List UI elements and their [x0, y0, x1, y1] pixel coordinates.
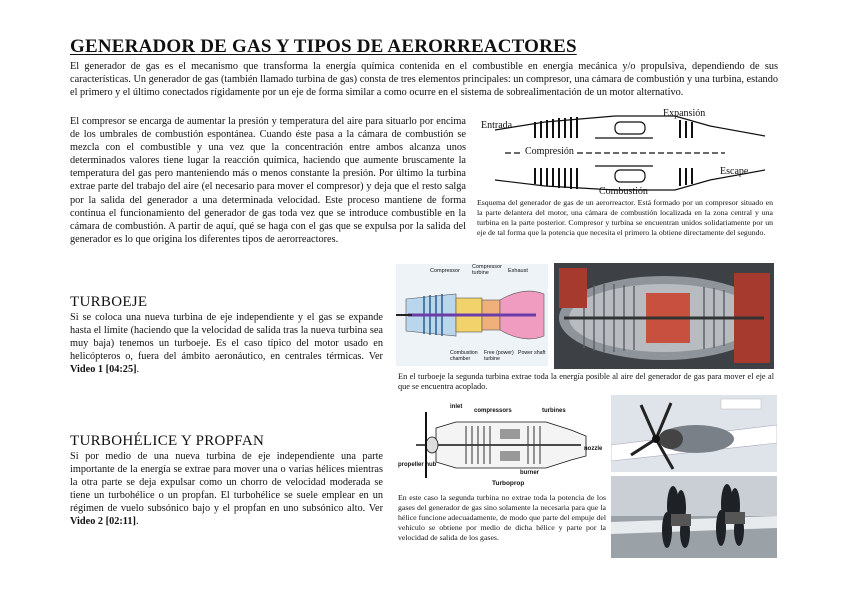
label-expansion: Expansión	[663, 108, 706, 119]
video-1-link[interactable]: Video 1 [04:25]	[70, 364, 137, 376]
turboshaft-engine-photo	[554, 263, 774, 369]
label-compresion: Compresión	[525, 146, 574, 157]
label-inlet: inlet	[450, 404, 463, 410]
turboeje-text: Si se coloca una nueva turbina de eje independiente y el gas se expande hasta el límite (haciendo que la velocidad de salida tras la nueva turbina sea muy baja) tenemos un turboeje. Es el caso típico del motor usado en helicópteros o, fuera del ámbito aeronáutico, en centrales térmicas. Ver	[70, 312, 383, 363]
gas-generator-caption: Esquema del generador de gas de un aerorreactor. Está formado por un compresor situado en la parte delantera del motor, una cámara de combustión localizada en la zona central y una turbina en la parte posterior. Compresor y turbina se encuentran unidos solidariamente por un eje de tal forma que la potencia que necesita el primero la obtiene directamente del segundo.	[477, 198, 773, 237]
intro-paragraph: El generador de gas es el mecanismo que transforma la energía química contenida en el combustible en energía mecánica y/o propulsiva, dependiendo de sus características. Un generador de gas (también llamado turbina de gas) consta de tres elementos principales: un compresor, una cámara de combustión y una turbina, estando el primero y el último conectados rígidamente por un eje de forma similar a como ocurre en el sistema de sobrealimentación de un motor alternativo.	[70, 61, 778, 99]
label-compressor: Compressor	[430, 268, 460, 274]
turboprop-title: Turboprop	[492, 480, 525, 487]
label-entrada: Entrada	[481, 120, 513, 131]
turbohelice-text: Si por medio de una nueva turbina de eje independiente una parte importante de la energía se extrae para mover una o varias hélices mientras la otra parte se deja expulsar como un chorro de velocidad moderada se tiene un turbohélice o un propfan. El turbohélice se suele emplear en un régimen de vuelo subsónico bajo y el propfan en uno subsónico alto. Ver	[70, 451, 383, 515]
turboprop-aircraft-photo	[611, 395, 777, 472]
label-turbines: turbines	[542, 408, 566, 414]
turboshaft-schematic	[396, 264, 548, 366]
label-free-turbine: Free (power) turbine	[484, 350, 514, 362]
label-escape: Escape	[720, 166, 749, 177]
label-nozzle: nozzle	[584, 446, 603, 452]
gas-generator-diagram	[475, 108, 775, 196]
label-burner: burner	[520, 470, 540, 476]
label-power-shaft: Power shaft	[518, 350, 546, 356]
label-combustion: Combustión	[599, 186, 648, 197]
video-2-link[interactable]: Video 2 [02:11]	[70, 516, 136, 528]
label-combustion-chamber: Combustion chamber	[450, 350, 478, 362]
turbohelice-caption: En este caso la segunda turbina no extrae toda la potencia de los gases del generador de gas sino solamente la necesaria para que la hélice funcione adecuadamente, de modo que parte del empuje del vehículo se obtiene por medio de dicha hélice y parte por la velocidad de salida de los gases.	[398, 493, 606, 542]
label-compressors: compressors	[474, 408, 512, 414]
label-exhaust: Exhaust	[508, 268, 528, 274]
propfan-aircraft-photo	[611, 476, 777, 558]
turboprop-schematic	[396, 404, 606, 488]
label-compressor-turbine: Compressor turbine	[472, 264, 502, 276]
turbohelice-paragraph: Si por medio de una nueva turbina de eje independiente una parte importante de la energía se extrae para mover una o varias hélices mientras la otra parte se deja expulsar como un chorro de velocidad moderada se tiene un turbohélice o un propfan. El turbohélice se suele emplear en un régimen de vuelo subsónico bajo y el propfan en uno subsónico alto. Ver Video 2 [02:11].	[70, 451, 383, 528]
turboeje-paragraph: Si se coloca una nueva turbina de eje independiente y el gas se expande hasta el límite (haciendo que la velocidad de salida tras la nueva turbina sea muy baja) tenemos un turboeje. Es el caso típico del motor usado en helicópteros o, fuera del ámbito aeronáutico, en centrales térmicas. Ver Video 1 [04:25].	[70, 312, 383, 376]
turbohelice-heading: TURBOHÉLICE Y PROPFAN	[70, 433, 265, 449]
turboeje-caption: En el turboeje la segunda turbina extrae toda la energía posible al aire del generador de gas para mover el eje al que se encuentra acoplado.	[398, 372, 774, 391]
page-title: GENERADOR DE GAS Y TIPOS DE AERORREACTORES	[70, 36, 577, 57]
turboeje-heading: TURBOEJE	[70, 294, 148, 310]
label-propeller-hub: propeller hub	[398, 462, 437, 468]
compressor-paragraph: El compresor se encarga de aumentar la presión y temperatura del aire para situarlo por encima de los umbrales de combustión espontánea. Cuando éste pasa a la cámara de combustión se mezcla con el combustible y una vez que la concentración entre ambos alcanza unos determinados valores tiene lugar la reacción química, haciendo que aumente bruscamente la temperatura del gas pero manteniendo más o menos constante la presión. Por último la turbina extrae parte del trabajo del aire (el necesario para mover el compresor) y deja que el resto salga por la salida del generador a una determinada velocidad. Este proceso mantiene de forma continua el funcionamiento del generador de gas toda vez que se introduce combustible en la cámara de combustión. A partir de aquí, qué se haga con el gas que se expulsa por la salida del generador es lo que origina los diferentes tipos de aerorreactores.	[70, 116, 466, 245]
